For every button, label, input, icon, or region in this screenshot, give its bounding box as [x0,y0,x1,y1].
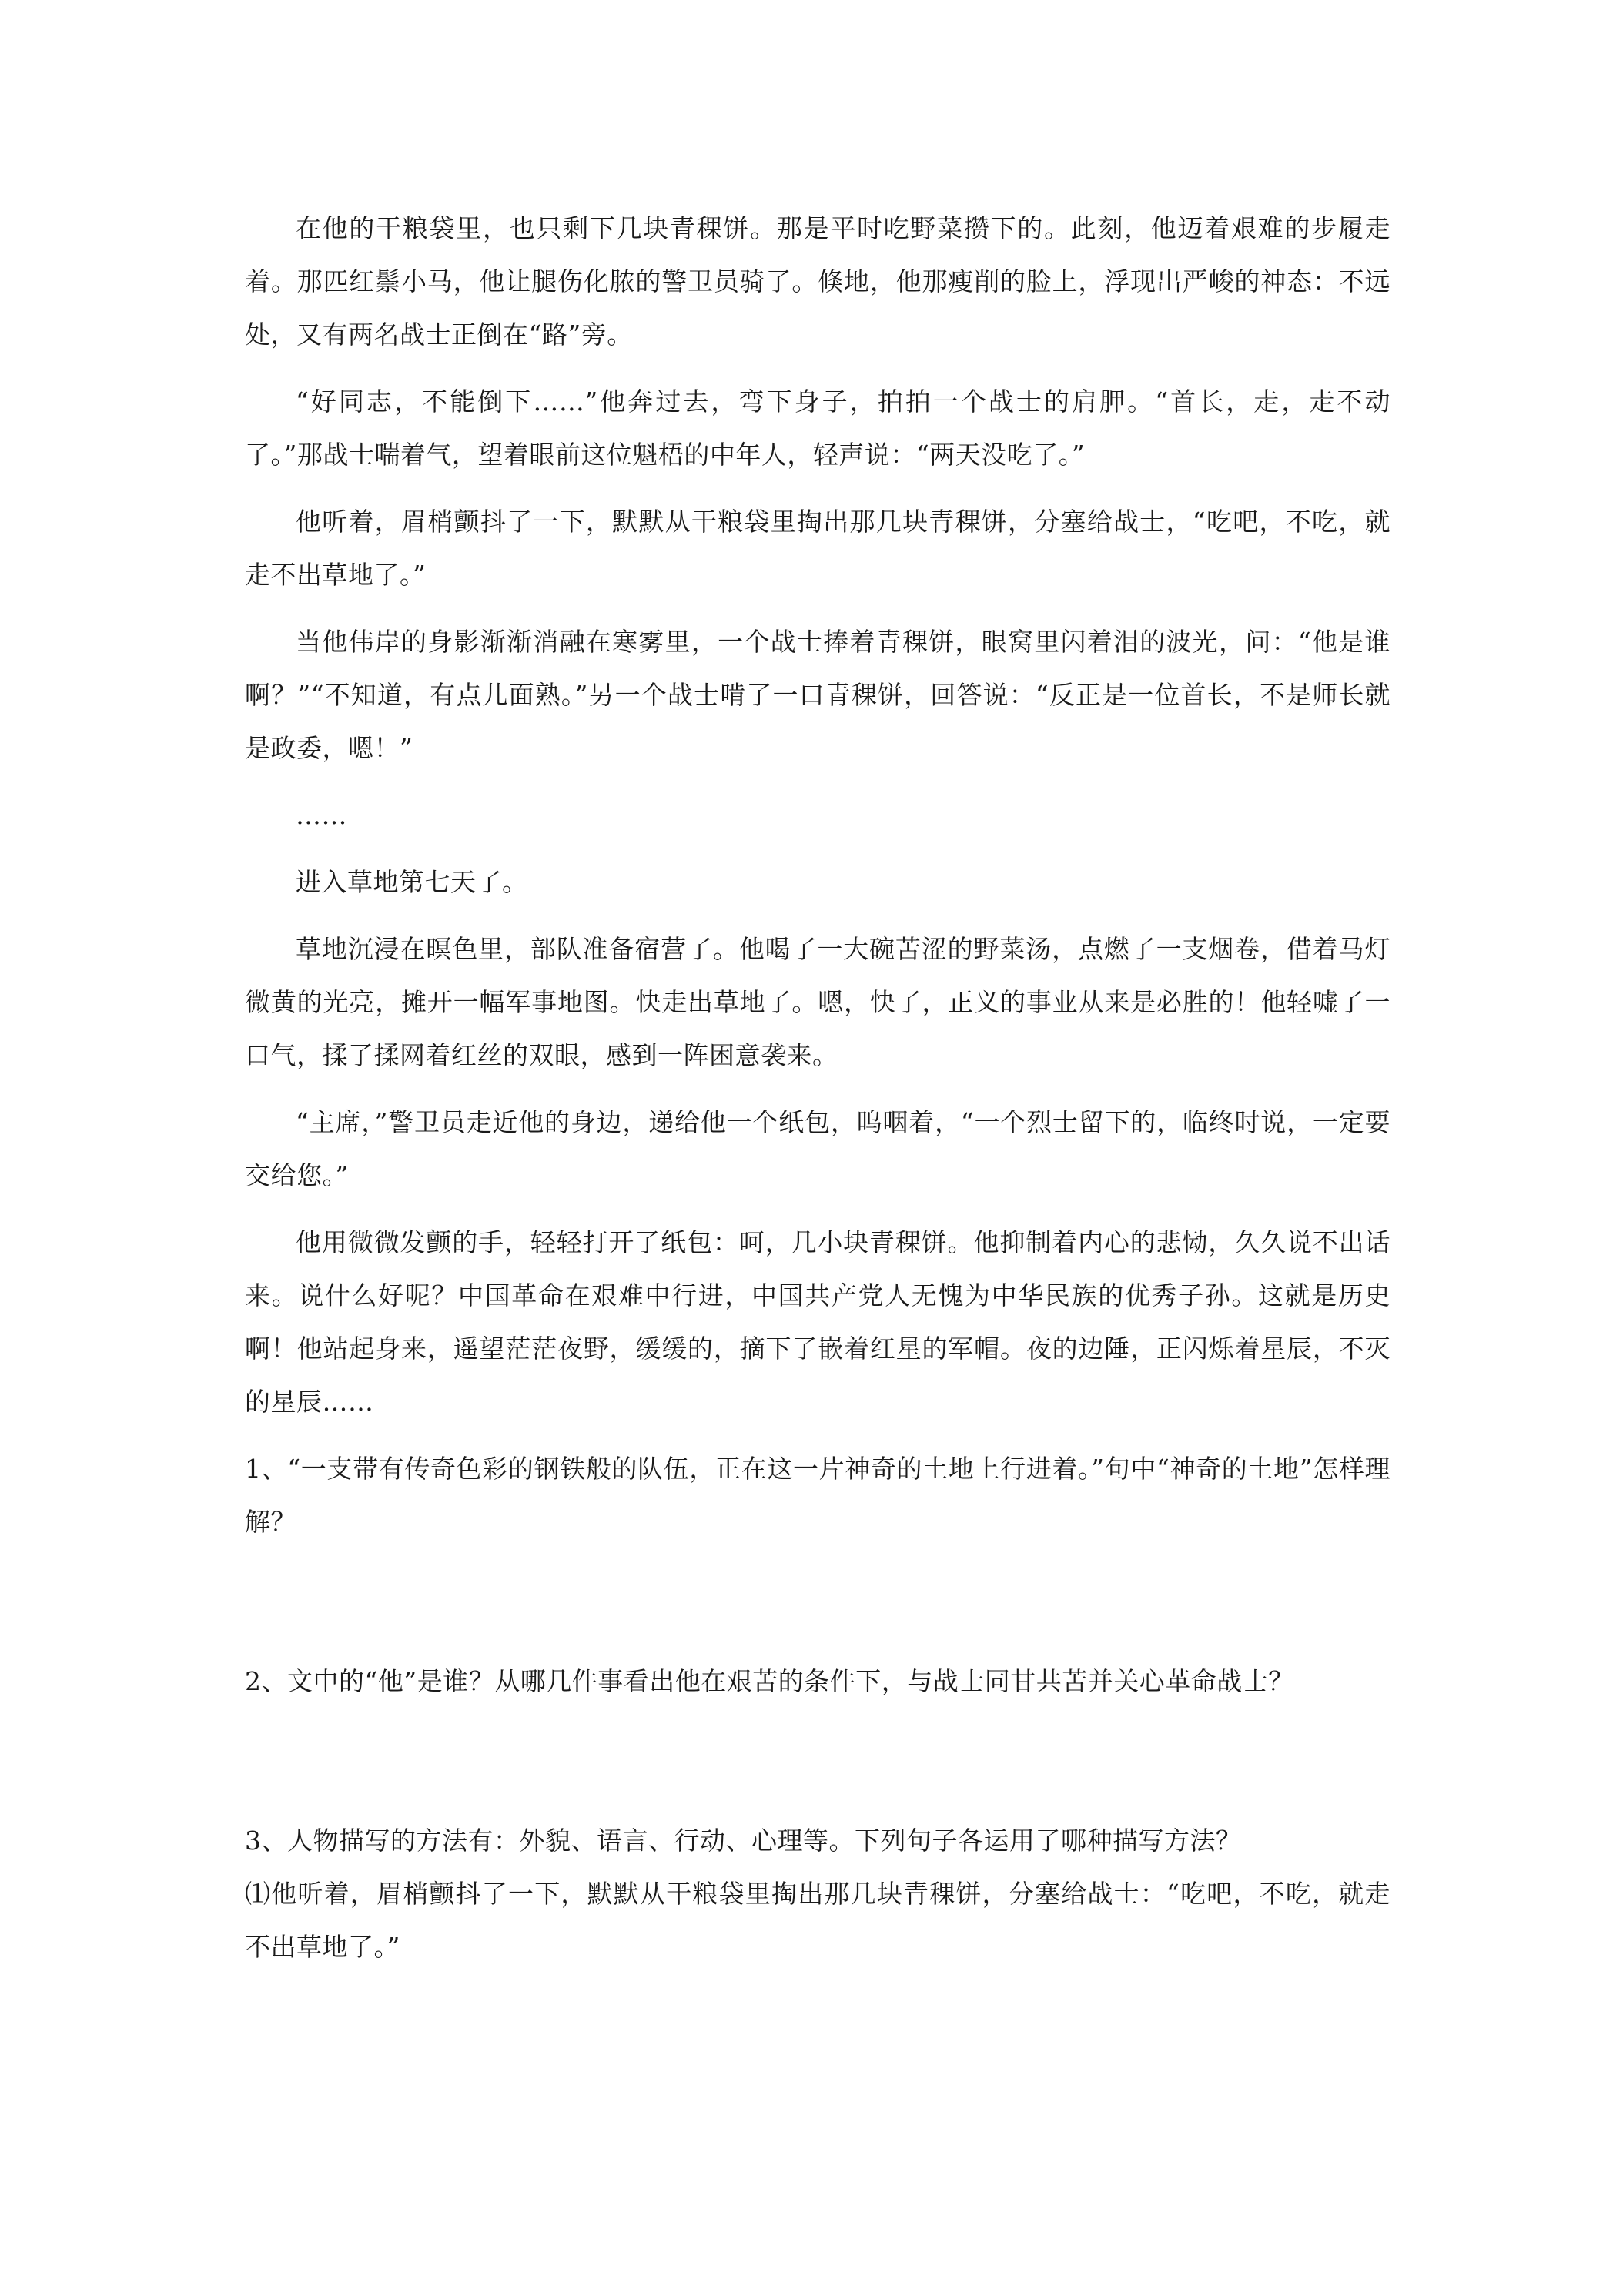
question-3-item-1: ⑴他听着，眉梢颤抖了一下，默默从干粮袋里掏出那几块青稞饼，分塞给战士：“吃吧，不吃，就走不出草地了。” [245,1879,1390,1962]
paragraph: “主席，”警卫员走近他的身边，递给他一个纸包，呜咽着，“一个烈士留下的，临终时说，一定要交给您。” [245,1107,1390,1190]
answer-space [245,1548,1390,1655]
answer-space [245,1708,1390,1814]
question-3: 3、人物描写的方法有：外貌、语言、行动、心理等。下列句子各运用了哪种描写方法？ [245,1826,1242,1856]
paragraph: 当他伟岸的身影渐渐消融在寒雾里，一个战士捧着青稞饼，眼窝里闪着泪的波光，问：“他是谁啊？”“不知道，有点儿面熟。”另一个战士啃了一口青稞饼，回答说：“反正是一位首长，不是师长就是政委，嗯！” [245,627,1390,763]
question-2: 2、文中的“他”是谁？从哪几件事看出他在艰苦的条件下，与战士同甘共苦并关心革命战士？ [245,1666,1294,1696]
paragraph: “好同志，不能倒下……”他奔过去，弯下身子，拍拍一个战士的肩胛。“首长，走，走不动了。”那战士喘着气，望着眼前这位魁梧的中年人，轻声说：“两天没吃了。” [245,387,1390,470]
paragraph: 进入草地第七天了。 [296,867,528,897]
paragraph: 他听着，眉梢颤抖了一下，默默从干粮袋里掏出那几块青稞饼，分塞给战士，“吃吧，不吃，就走不出草地了。” [245,507,1390,590]
paragraph: 在他的干粮袋里，也只剩下几块青稞饼。那是平时吃野菜攒下的。此刻，他迈着艰难的步履走着。那匹红鬃小马，他让腿伤化脓的警卫员骑了。倏地，他那瘦削的脸上，浮现出严峻的神态：不远处，又有两名战士正倒在“路”旁。 [245,213,1390,350]
ellipsis-line: …… [296,800,347,830]
paragraph: 他用微微发颤的手，轻轻打开了纸包：呵，几小块青稞饼。他抑制着内心的悲恸，久久说不出话来。说什么好呢？中国革命在艰难中行进，中国共产党人无愧为中华民族的优秀子孙。这就是历史啊！他站起身来，遥望茫茫夜野，缓缓的，摘下了嵌着红星的军帽。夜的边陲，正闪烁着星辰，不灭的星辰…… [245,1227,1390,1417]
question-1: 1、“一支带有传奇色彩的钢铁般的队伍，正在这一片神奇的土地上行进着。”句中“神奇的土地”怎样理解？ [245,1454,1390,1537]
paragraph: 草地沉浸在暝色里，部队准备宿营了。他喝了一大碗苦涩的野菜汤，点燃了一支烟卷，借着马灯微黄的光亮，摊开一幅军事地图。快走出草地了。嗯，快了，正义的事业从来是必胜的！他轻嘘了一口气，揉了揉网着红丝的双眼，感到一阵困意袭来。 [245,934,1390,1070]
document-content [245,202,1390,1973]
